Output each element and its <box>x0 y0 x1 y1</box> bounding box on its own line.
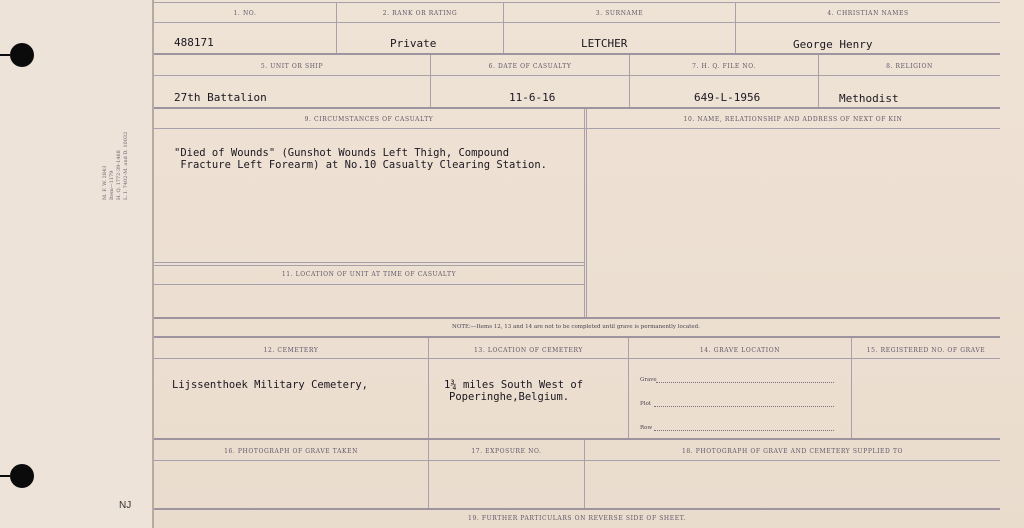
clerk-initials: NJ <box>119 500 132 511</box>
cemetery-location-line-1: 1¾ miles South West of <box>444 379 584 391</box>
rank-value: Private <box>390 37 437 50</box>
header-date: 6. DATE OF CASUALTY <box>488 63 572 70</box>
header-further-particulars: 19. FURTHER PARTICULARS ON REVERSE SIDE OF SHEET. <box>468 515 686 522</box>
circumstances-line-1: "Died of Wounds" (Gunshot Wounds Left Thigh, Compound <box>174 147 510 159</box>
header-no: 1. NO. <box>233 10 257 17</box>
note-text: NOTE:—Items 12, 13 and 14 are not to be completed until grave is permanently located. <box>452 324 700 330</box>
form-reference: M. F. W. 2843 Item—1179 H. Q. 1772-39-1468 L. I. 7402-M. and D. 10032 <box>102 131 129 200</box>
row-label: Row <box>640 425 653 431</box>
header-religion: 8. RELIGION <box>886 63 933 70</box>
header-cemetery: 12. CEMETERY <box>263 347 319 354</box>
header-next-of-kin: 10. NAME, RELATIONSHIP AND ADDRESS OF NEXT OF KIN <box>683 116 903 123</box>
header-location-of-unit: 11. LOCATION OF UNIT AT TIME OF CASUALTY <box>281 271 457 278</box>
date-of-casualty-value: 11-6-16 <box>509 91 556 104</box>
punch-hole-bottom <box>10 464 34 488</box>
header-unit: 5. UNIT OR SHIP <box>260 63 324 70</box>
grave-label: Grave <box>640 377 657 383</box>
cemetery-location-line-2: Poperinghe,Belgium. <box>449 391 570 403</box>
unit-value: 27th Battalion <box>174 91 267 104</box>
header-exposure-no: 17. EXPOSURE NO. <box>471 448 542 455</box>
service-number: 488171 <box>174 36 214 49</box>
header-photograph-taken: 16. PHOTOGRAPH OF GRAVE TAKEN <box>224 448 358 455</box>
header-photograph-supplied: 18. PHOTOGRAPH OF GRAVE AND CEMETERY SUPPLIED TO <box>681 448 904 455</box>
header-location-of-cemetery: 13. LOCATION OF CEMETERY <box>474 347 583 354</box>
header-registered-no: 15. REGISTERED NO. OF GRAVE <box>866 347 986 354</box>
header-christian-names: 4. CHRISTIAN NAMES <box>827 10 909 17</box>
punch-hole-top <box>10 43 34 67</box>
religion-value: Methodist <box>839 92 899 105</box>
cemetery-value: Lijssenthoek Military Cemetery, <box>172 379 368 391</box>
header-hq-file: 7. H. Q. FILE NO. <box>692 63 756 70</box>
surname-value: LETCHER <box>581 37 628 50</box>
header-surname: 3. SURNAME <box>595 10 644 17</box>
plot-label: Plot <box>640 401 651 407</box>
christian-names-value: George Henry <box>793 38 873 51</box>
header-circumstances: 9. CIRCUMSTANCES OF CASUALTY <box>304 116 434 123</box>
hq-file-value: 649-L-1956 <box>694 91 761 104</box>
card-margin <box>0 0 154 528</box>
circumstances-line-2: Fracture Left Forearm) at No.10 Casualty Clearing Station. <box>174 159 547 171</box>
header-rank: 2. RANK OR RATING <box>382 10 458 17</box>
header-grave-location: 14. GRAVE LOCATION <box>699 347 781 354</box>
